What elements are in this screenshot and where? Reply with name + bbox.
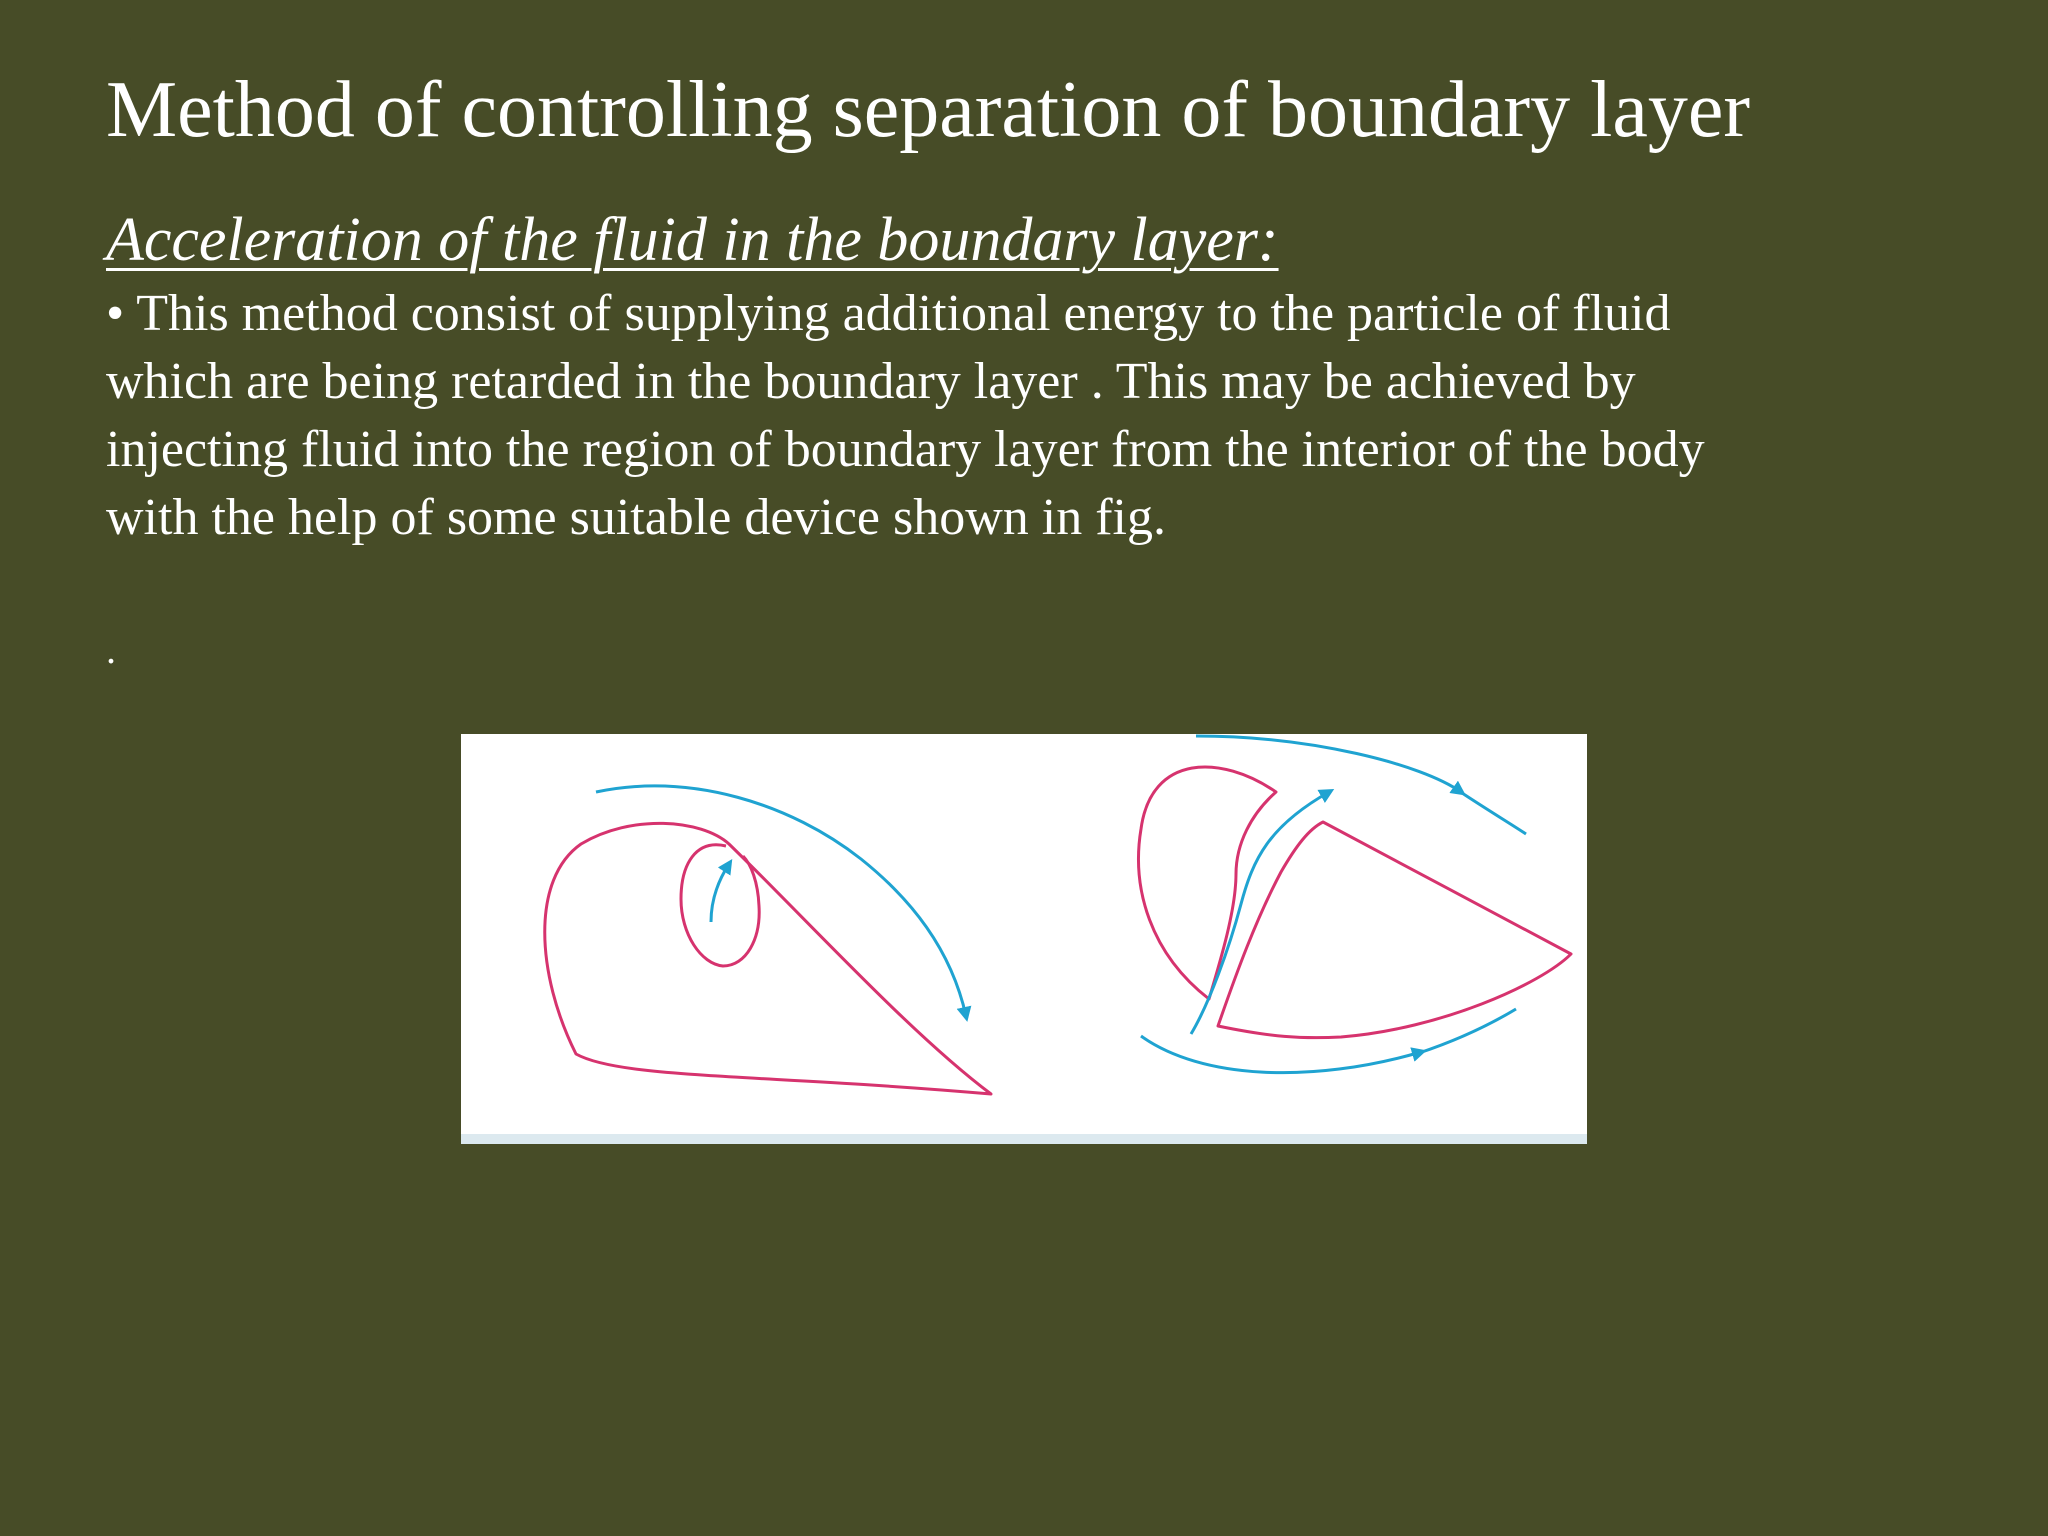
left-body-outline bbox=[545, 823, 991, 1094]
body-line-2: which are being retarded in the boundary layer . This may be achieved by bbox=[106, 353, 1636, 410]
right-diagram bbox=[1139, 736, 1571, 1073]
body-line-1-text: This method consist of supplying additional energy to the particle of fluid bbox=[124, 285, 1671, 342]
right-lower-flow-tail bbox=[1419, 1009, 1516, 1053]
body-paragraph bbox=[106, 280, 2006, 552]
body-line-4: with the help of some suitable device shown in fig. bbox=[106, 489, 1167, 546]
left-recirculation-loop bbox=[681, 845, 759, 966]
bullet-symbol: • bbox=[106, 285, 125, 342]
body-line-1 bbox=[106, 280, 2006, 348]
right-slat-outline bbox=[1139, 767, 1276, 999]
left-recirculation-arrow bbox=[711, 864, 729, 922]
left-outer-flow-arrow bbox=[596, 786, 966, 1016]
right-upper-flow-tail bbox=[1459, 791, 1526, 834]
boundary-layer-figure bbox=[461, 734, 1587, 1144]
figure-svg bbox=[461, 734, 1587, 1134]
body-line-3: injecting fluid into the region of boundary layer from the interior of the body bbox=[106, 421, 1705, 478]
right-upper-flow-arrow bbox=[1196, 736, 1461, 792]
stray-dot: . bbox=[106, 627, 116, 672]
section-subheading: Acceleration of the fluid in the boundary layer: bbox=[106, 206, 1279, 274]
right-main-body-outline bbox=[1218, 822, 1571, 1038]
left-diagram bbox=[545, 786, 991, 1094]
slide-title: Method of controlling separation of boundary layer bbox=[106, 66, 1750, 154]
right-lower-flow-arrow bbox=[1141, 1036, 1421, 1073]
